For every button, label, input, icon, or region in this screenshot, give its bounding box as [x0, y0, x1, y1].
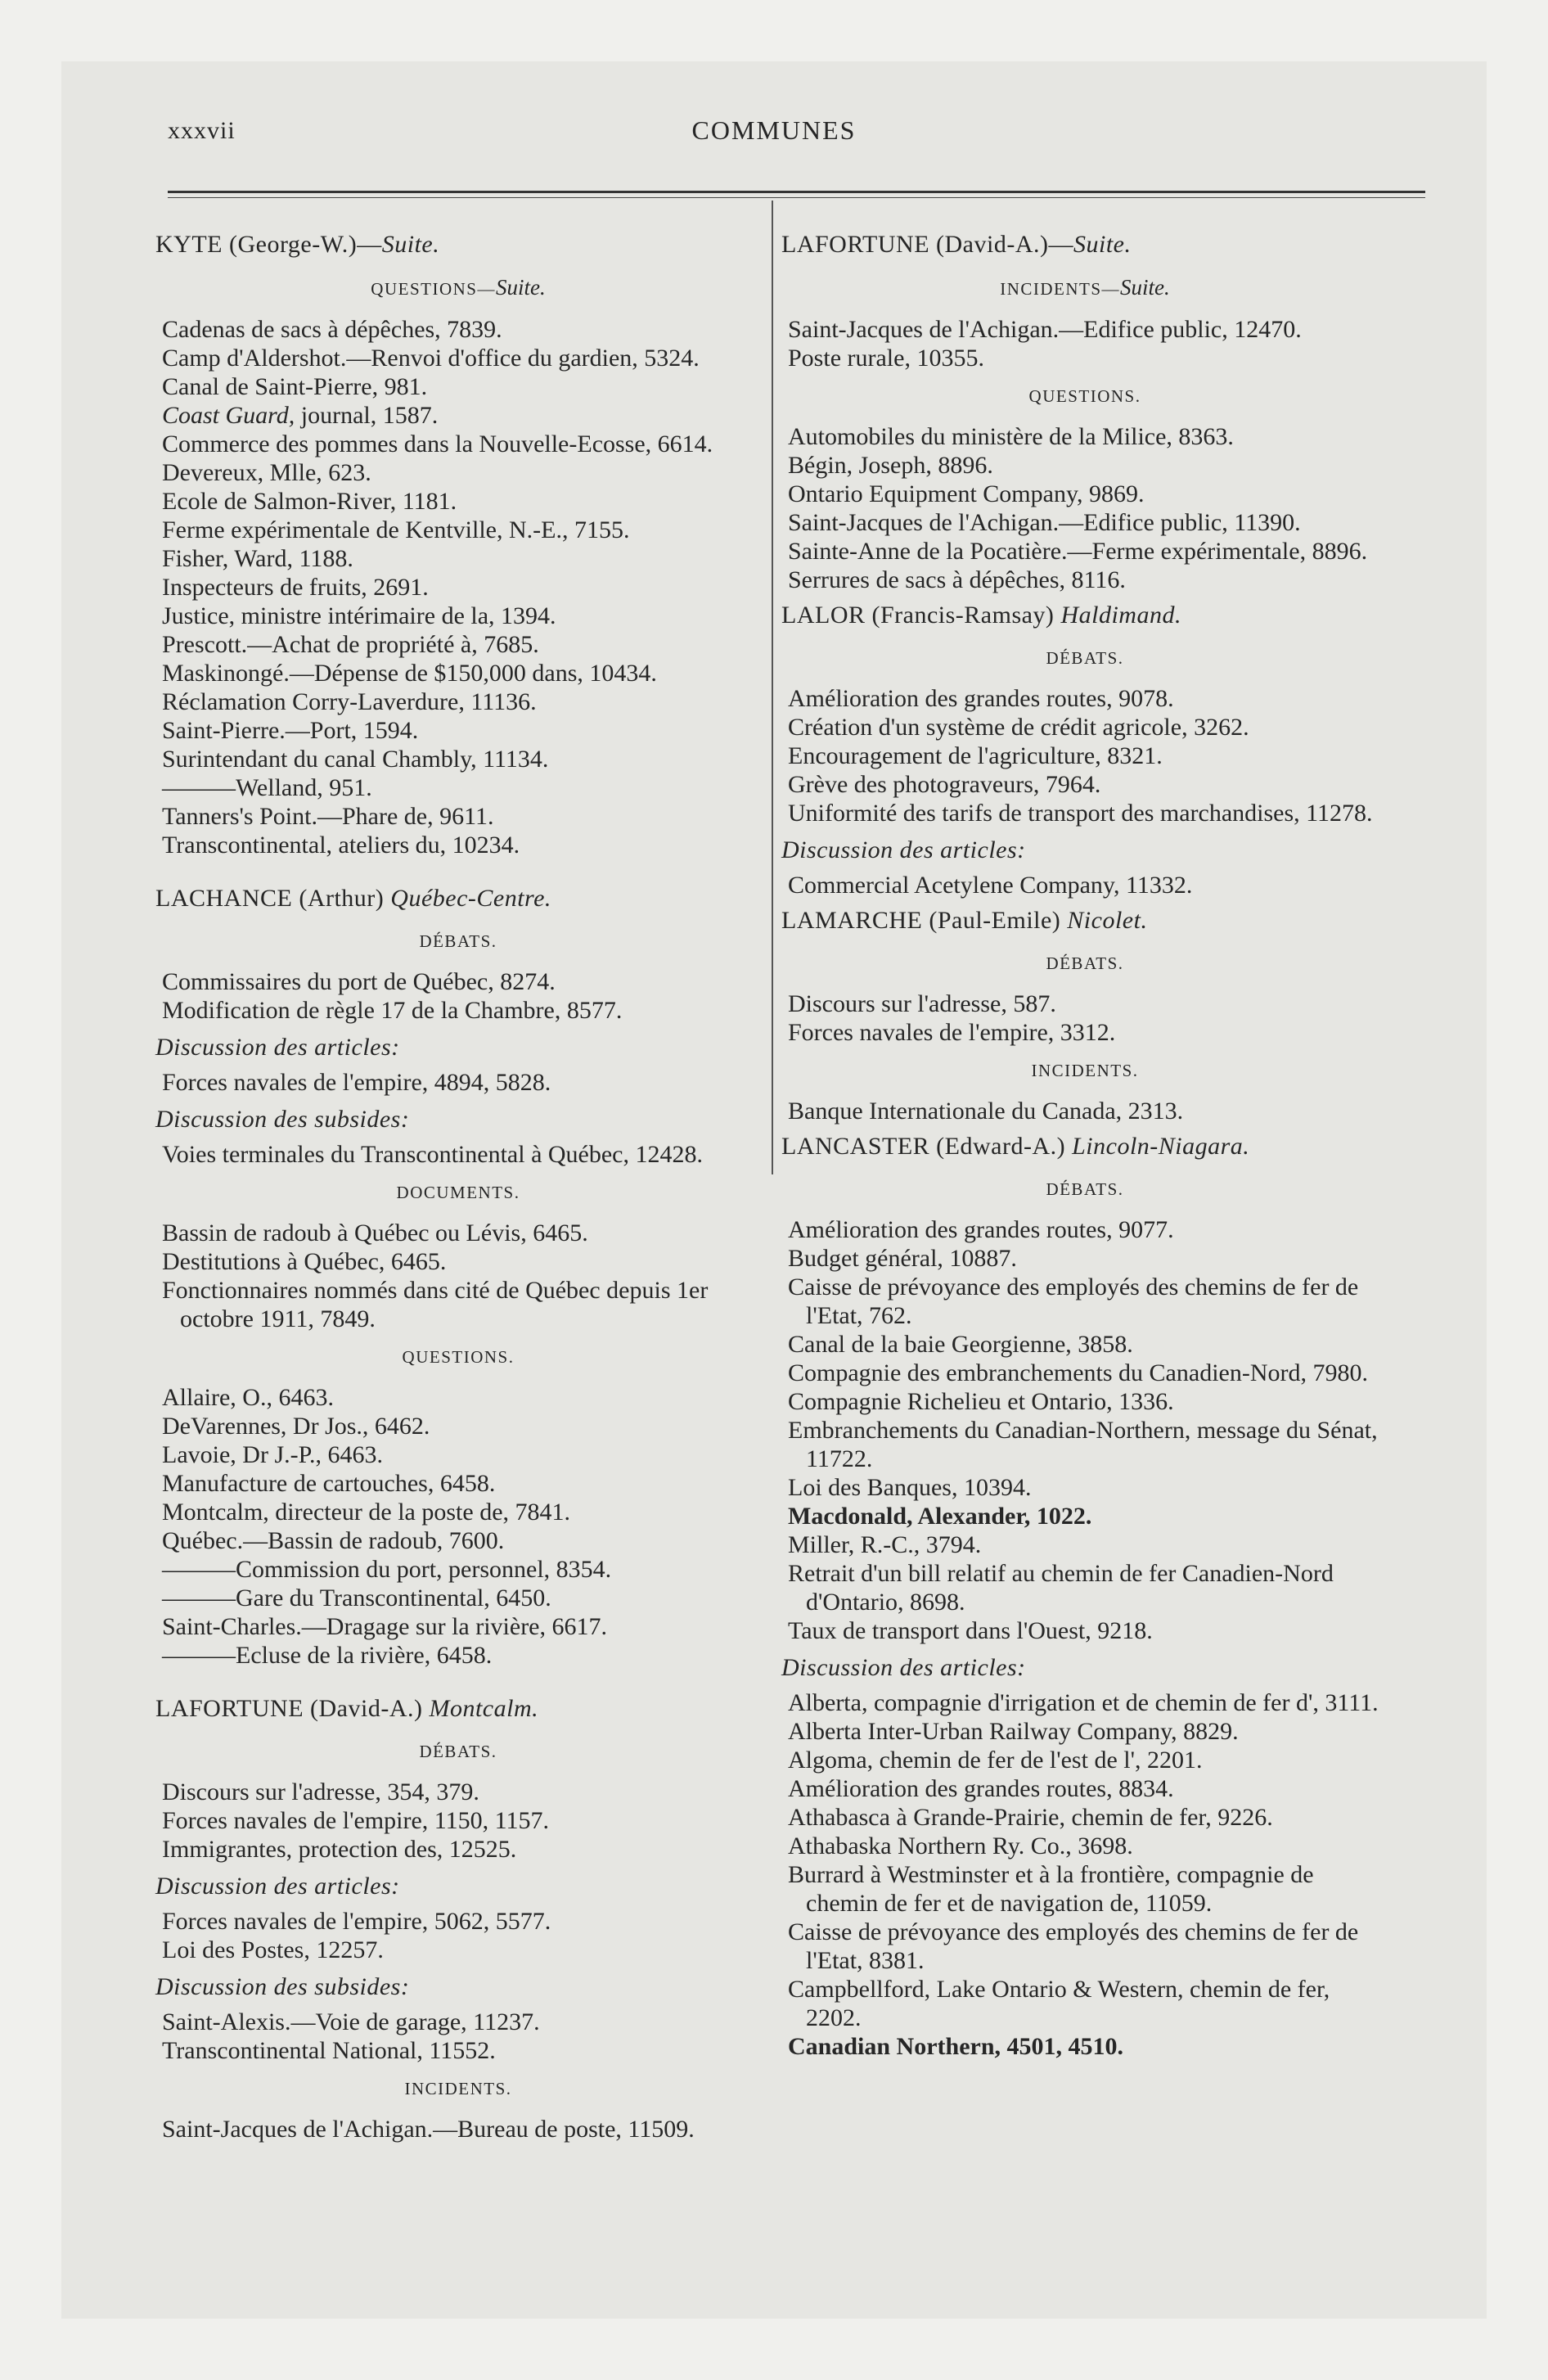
section-heading [155, 1738, 761, 1766]
index-entry: Saint-Jacques de l'Achigan.—Edifice public, 12470. [788, 316, 1302, 343]
index-entry: Saint-Jacques de l'Achigan.—Edifice public, 11390. [788, 509, 1301, 536]
index-entry: Retrait d'un bill relatif au chemin de fer Canadien-Nord d'Ontario, 8698. [788, 1560, 1334, 1616]
index-entry: Maskinongé.—Dépense de $150,000 dans, 10434. [162, 660, 657, 687]
index-entry: Compagnie Richelieu et Ontario, 1336. [788, 1388, 1174, 1415]
section-label: QUESTIONS. [1028, 386, 1141, 406]
member-riding: Montcalm. [429, 1695, 539, 1722]
section-heading [781, 273, 1388, 304]
index-entry: Amélioration des grandes routes, 9078. [788, 685, 1174, 712]
index-entry: Compagnie des embranchements du Canadien-Nord, 7980. [788, 1359, 1368, 1386]
index-entry: Discours sur l'adresse, 354, 379. [162, 1778, 479, 1805]
member-heading [781, 230, 1388, 259]
index-entry: Fisher, Ward, 1188. [162, 545, 353, 572]
discussion-heading: Discussion des articles: [781, 1654, 1026, 1681]
entry-title-italic: Coast Guard, [162, 402, 295, 429]
page-number: xxxvii [168, 117, 236, 144]
index-entry: Canal de la baie Georgienne, 3858. [788, 1331, 1133, 1358]
spacer [155, 859, 761, 877]
index-entry: Loi des Postes, 12257. [162, 1936, 384, 1963]
index-entry: Poste rurale, 10355. [788, 345, 984, 372]
section-label: DOCUMENTS. [396, 1183, 520, 1202]
index-entry: ———Commission du port, personnel, 8354. [162, 1556, 612, 1583]
index-entry: Réclamation Corry-Laverdure, 11136. [162, 688, 537, 715]
index-entry: Cadenas de sacs à dépêches, 7839. [162, 316, 502, 343]
index-entry: Forces navales de l'empire, 3312. [788, 1019, 1116, 1046]
section-label: DÉBATS. [419, 931, 497, 951]
section-suffix: Suite. [495, 275, 546, 300]
member-name: LALOR (Francis-Ramsay) [781, 602, 1061, 629]
index-entry: Canadian Northern, 4501, 4510. [788, 2033, 1124, 2060]
index-entry: Justice, ministre intérimaire de la, 1394. [162, 602, 556, 629]
running-head: COMMUNES [691, 115, 857, 145]
member-riding: Haldimand. [1060, 602, 1181, 629]
right-column [781, 223, 1388, 2061]
index-entry: Forces navales de l'empire, 5062, 5577. [162, 1908, 551, 1935]
index-entry: Serrures de sacs à dépêches, 8116. [788, 566, 1126, 593]
index-entry: Création d'un système de crédit agricole, 3262. [788, 714, 1249, 741]
index-entry: Manufacture de cartouches, 6458. [162, 1470, 496, 1497]
discussion-heading: Discussion des subsides: [155, 1973, 410, 2000]
discussion-heading: Discussion des articles: [155, 1873, 400, 1900]
index-entry: Lavoie, Dr J.-P., 6463. [162, 1441, 383, 1468]
section-label: INCIDENTS— [1000, 279, 1121, 299]
index-entry: Automobiles du ministère de la Milice, 8363. [788, 423, 1234, 450]
index-entry: Québec.—Bassin de radoub, 7600. [162, 1527, 505, 1554]
index-entry: Algoma, chemin de fer de l'est de l', 2201. [788, 1747, 1203, 1774]
index-entry: Prescott.—Achat de propriété à, 7685. [162, 631, 539, 658]
index-entry: Saint-Pierre.—Port, 1594. [162, 717, 419, 744]
index-entry: Ontario Equipment Company, 9869. [788, 480, 1145, 507]
index-entry: Montcalm, directeur de la poste de, 7841. [162, 1499, 571, 1526]
index-entry: Voies terminales du Transcontinental à Québec, 12428. [162, 1141, 703, 1168]
section-heading [781, 1175, 1388, 1204]
section-label: DÉBATS. [419, 1742, 497, 1761]
index-entry: Amélioration des grandes routes, 8834. [788, 1775, 1174, 1802]
discussion-heading: Discussion des subsides: [155, 1106, 410, 1133]
index-entry: ———Welland, 951. [162, 774, 372, 801]
member-heading [781, 1132, 1388, 1161]
index-entry: Forces navales de l'empire, 4894, 5828. [162, 1069, 551, 1096]
index-entry: Saint-Jacques de l'Achigan.—Bureau de poste, 11509. [162, 2116, 695, 2143]
section-heading [155, 927, 761, 956]
index-entry: Athabasca à Grande-Prairie, chemin de fer, 9226. [788, 1804, 1273, 1831]
index-entry: Forces navales de l'empire, 1150, 1157. [162, 1807, 550, 1834]
index-entry: Commerce des pommes dans la Nouvelle-Ecosse, 6614. [162, 430, 713, 458]
member-heading [155, 884, 761, 913]
index-entry: Modification de règle 17 de la Chambre, 8577. [162, 997, 623, 1024]
section-heading [155, 273, 761, 304]
index-entry: Camp d'Aldershot.—Renvoi d'office du gardien, 5324. [162, 345, 700, 372]
index-entry: Miller, R.-C., 3794. [788, 1531, 982, 1558]
index-entry: Allaire, O., 6463. [162, 1384, 334, 1411]
index-entry: Embranchements du Canadian-Northern, message du Sénat, 11722. [788, 1417, 1378, 1472]
member-name: LANCASTER (Edward-A.) [781, 1133, 1073, 1160]
section-heading [781, 644, 1388, 673]
member-heading [781, 601, 1388, 629]
member-riding: Nicolet. [1067, 907, 1148, 934]
member-riding: Suite. [1073, 231, 1132, 258]
index-entry: Amélioration des grandes routes, 9077. [788, 1216, 1174, 1243]
index-entry: Transcontinental, ateliers du, 10234. [162, 832, 520, 859]
index-entry: Caisse de prévoyance des employés des chemins de fer de l'Etat, 8381. [788, 1918, 1359, 1974]
discussion-heading: Discussion des articles: [155, 1034, 400, 1061]
section-heading [781, 949, 1388, 978]
index-entry: ———Ecluse de la rivière, 6458. [162, 1642, 493, 1669]
index-entry: Commercial Acetylene Company, 11332. [788, 872, 1193, 899]
section-suffix: Suite. [1120, 275, 1170, 300]
member-name: KYTE (George-W.)— [155, 231, 382, 258]
index-entry: Taux de transport dans l'Ouest, 9218. [788, 1617, 1153, 1644]
member-heading [155, 230, 761, 259]
index-entry: Transcontinental National, 11552. [162, 2037, 496, 2064]
discussion-heading: Discussion des articles: [781, 836, 1026, 863]
index-entry: Athabaska Northern Ry. Co., 3698. [788, 1832, 1133, 1859]
index-entry: ———Gare du Transcontinental, 6450. [162, 1584, 551, 1611]
member-name: LAFORTUNE (David-A.)— [781, 231, 1073, 258]
index-entry: Burrard à Westminster et à la frontière, compagnie de chemin de fer et de navigation de, 11059. [788, 1861, 1314, 1917]
index-entry: Uniformité des tarifs de transport des marchandises, 11278. [788, 800, 1373, 827]
index-entry: Encouragement de l'agriculture, 8321. [788, 742, 1163, 769]
index-entry: Bassin de radoub à Québec ou Lévis, 6465. [162, 1219, 588, 1246]
index-entry: Alberta Inter-Urban Railway Company, 8829. [788, 1718, 1239, 1745]
section-label: INCIDENTS. [404, 2079, 512, 2098]
entry-text: journal, 1587. [295, 402, 439, 429]
header-rule-thin [168, 197, 1425, 198]
index-entry: Inspecteurs de fruits, 2691. [162, 574, 429, 601]
index-entry: Banque Internationale du Canada, 2313. [788, 1098, 1184, 1125]
index-entry: Fonctionnaires nommés dans cité de Québec depuis 1er octobre 1911, 7849. [162, 1277, 709, 1332]
section-label: INCIDENTS. [1031, 1061, 1139, 1080]
index-entry: Destitutions à Québec, 6465. [162, 1248, 447, 1275]
index-entry: Campbellford, Lake Ontario & Western, chemin de fer, 2202. [788, 1976, 1330, 2031]
section-heading [155, 1179, 761, 1207]
index-entry: Tanners's Point.—Phare de, 9611. [162, 803, 494, 830]
index-entry: DeVarennes, Dr Jos., 6462. [162, 1413, 430, 1440]
index-entry: Alberta, compagnie d'irrigation et de chemin de fer d', 3111. [788, 1689, 1379, 1716]
index-entry: Ferme expérimentale de Kentville, N.-E., 7155. [162, 516, 630, 543]
member-name: LAFORTUNE (David-A.) [155, 1695, 430, 1722]
index-entry: Sainte-Anne de la Pocatière.—Ferme expérimentale, 8896. [788, 538, 1368, 565]
index-entry: Bégin, Joseph, 8896. [788, 452, 993, 479]
index-entry: Commissaires du port de Québec, 8274. [162, 968, 556, 995]
left-column [155, 223, 761, 2143]
section-heading [781, 382, 1388, 411]
member-name: LACHANCE (Arthur) [155, 885, 391, 912]
column-divider [772, 201, 773, 1174]
scanned-page [61, 61, 1487, 2319]
index-entry: Saint-Charles.—Dragage sur la rivière, 6617. [162, 1613, 607, 1640]
page-header [61, 61, 1487, 176]
section-label: DÉBATS. [1046, 953, 1124, 973]
section-heading [155, 2075, 761, 2103]
index-entry: Devereux, Mlle, 623. [162, 459, 371, 486]
index-entry: Discours sur l'adresse, 587. [788, 990, 1056, 1017]
index-entry: Macdonald, Alexander, 1022. [788, 1503, 1092, 1530]
section-heading [781, 1057, 1388, 1085]
section-label: QUESTIONS— [371, 279, 496, 299]
index-entry: Surintendant du canal Chambly, 11134. [162, 746, 549, 773]
member-riding: Québec-Centre. [390, 885, 551, 912]
member-riding: Lincoln-Niagara. [1072, 1133, 1250, 1160]
index-entry: Canal de Saint-Pierre, 981. [162, 373, 428, 400]
section-heading [155, 1343, 761, 1372]
member-heading [155, 1694, 761, 1723]
index-entry: Caisse de prévoyance des employés des chemins de fer de l'Etat, 762. [788, 1273, 1359, 1329]
index-entry [155, 401, 761, 430]
spacer [155, 1670, 761, 1688]
index-entry: Ecole de Salmon-River, 1181. [162, 488, 457, 515]
section-label: DÉBATS. [1046, 648, 1124, 668]
section-label: QUESTIONS. [402, 1347, 515, 1367]
index-entry: Saint-Alexis.—Voie de garage, 11237. [162, 2008, 540, 2035]
index-entry: Budget général, 10887. [788, 1245, 1017, 1272]
index-entry: Grève des photograveurs, 7964. [788, 771, 1101, 798]
member-riding: Suite. [381, 231, 440, 258]
member-heading [781, 906, 1388, 935]
member-name: LAMARCHE (Paul-Emile) [781, 907, 1068, 934]
index-entry: Immigrantes, protection des, 12525. [162, 1836, 517, 1863]
header-rule-thick [168, 191, 1425, 193]
index-entry: Loi des Banques, 10394. [788, 1474, 1032, 1501]
section-label: DÉBATS. [1046, 1179, 1124, 1199]
